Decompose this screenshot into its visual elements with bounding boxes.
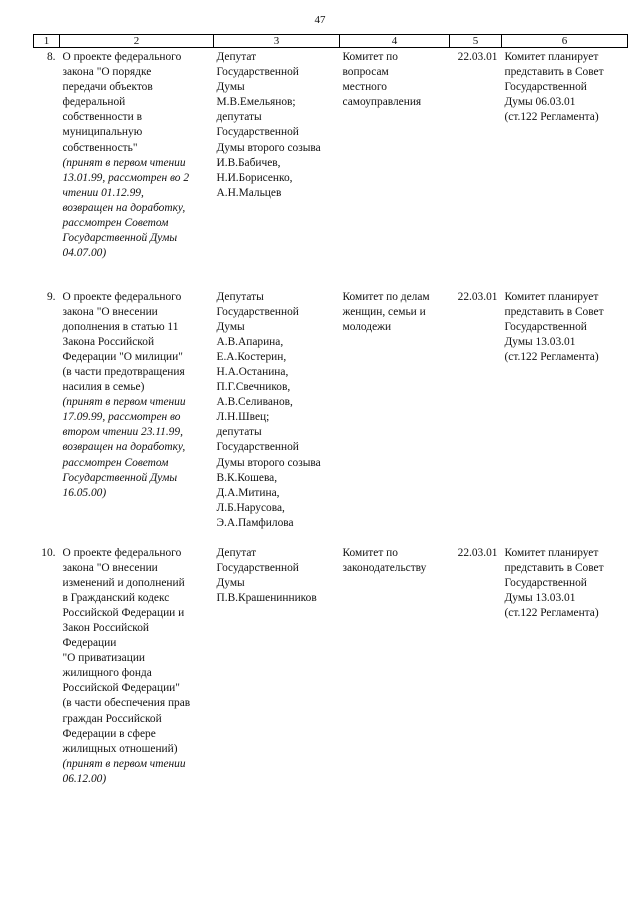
note-line: Думы 13.03.01 xyxy=(504,591,576,604)
author-line: Л.Б.Нарусова, xyxy=(216,501,285,514)
bill-title-line: Российской Федерации" xyxy=(62,682,180,695)
committee-cell xyxy=(340,48,450,288)
committee-line: Комитет по делам xyxy=(342,290,430,303)
row-number: 10. xyxy=(41,546,56,559)
bill-status-line: возвращен на доработку, xyxy=(62,441,186,454)
bill-title-line: О проекте федерального xyxy=(62,546,182,559)
committee-line: самоуправления xyxy=(342,96,422,109)
note-line: Комитет планирует xyxy=(504,51,599,63)
author-line: Думы второго созыва xyxy=(216,456,321,469)
author-line: М.В.Емельянов; xyxy=(216,96,296,109)
bill-title-line: дополнения в статью 11 xyxy=(62,320,179,333)
table-row xyxy=(34,48,628,288)
table-row xyxy=(34,544,628,874)
author-line: Думы второго созыва xyxy=(216,141,321,154)
author-line: П.В.Крашенинников xyxy=(216,591,317,604)
committee-line: Комитет по xyxy=(342,546,398,559)
committee-line: вопросам xyxy=(342,66,389,79)
note-line: Государственной xyxy=(504,576,587,589)
bill-status-line: (принят в первом чтении xyxy=(62,396,186,409)
bill-title-line: Федерации "О милиции" xyxy=(62,350,183,363)
column-header: 6 xyxy=(502,35,628,48)
note-cell xyxy=(502,288,628,544)
author-line: А.В.Апарина, xyxy=(216,335,284,348)
note-line: Комитет планирует xyxy=(504,290,599,303)
bill-title-line: муниципальную xyxy=(62,126,143,139)
bill-title-line: Закона Российской xyxy=(62,335,155,348)
bill-status-line: 16.05.00) xyxy=(62,486,107,499)
bill-title-line: Федерации xyxy=(62,637,117,650)
bill-status-line: (принят в первом чтении xyxy=(62,757,186,770)
author-line: А.В.Селиванов, xyxy=(216,396,293,409)
bill-title-cell xyxy=(60,48,214,288)
bill-status-line: возвращен на доработку, xyxy=(62,201,186,214)
bill-title-line: собственность" xyxy=(62,141,138,154)
bills-table xyxy=(33,34,628,874)
date-cell: 22.03.01 xyxy=(457,290,498,303)
bill-title-line: (в части обеспечения прав xyxy=(62,697,191,710)
author-line: Депутат xyxy=(216,546,257,559)
bill-title-line: Закон Российской xyxy=(62,621,149,634)
note-line: представить в Совет xyxy=(504,66,604,79)
bill-title-line: жилищного фонда xyxy=(62,667,152,680)
date-cell: 22.03.01 xyxy=(457,546,498,559)
bill-status-line: 13.01.99, рассмотрен во 2 xyxy=(62,171,190,184)
note-cell xyxy=(502,544,628,874)
note-line: Комитет планирует xyxy=(504,546,599,559)
committee-line: законодательству xyxy=(342,561,427,574)
committee-line: местного xyxy=(342,81,387,94)
committee-line: женщин, семьи и xyxy=(342,305,426,318)
author-line: депутаты xyxy=(216,426,262,439)
note-line: (ст.122 Регламента) xyxy=(504,606,599,619)
bill-title-line: передачи объектов xyxy=(62,81,153,94)
table-row xyxy=(34,288,628,544)
bill-title-line: (в части предотвращения xyxy=(62,365,185,378)
note-line: Думы 13.03.01 xyxy=(504,335,576,348)
column-header: 4 xyxy=(340,35,450,48)
bill-title-line: О проекте федерального xyxy=(62,51,182,63)
author-line: депутаты xyxy=(216,111,262,124)
author-line: Н.И.Борисенко, xyxy=(216,171,293,184)
bill-status-line: чтении 01.12.99, xyxy=(62,186,144,199)
author-line: Депутат xyxy=(216,51,257,63)
author-line: Д.А.Митина, xyxy=(216,486,280,499)
author-line: П.Г.Свечников, xyxy=(216,381,291,394)
note-line: Думы 06.03.01 xyxy=(504,96,576,109)
bill-status-line: втором чтении 23.11.99, xyxy=(62,426,183,439)
note-cell xyxy=(502,48,628,288)
bill-status-line: (принят в первом чтении xyxy=(62,156,186,169)
note-line: представить в Совет xyxy=(504,561,604,574)
column-header: 1 xyxy=(34,35,60,48)
bill-title-line: жилищных отношений) xyxy=(62,742,178,755)
author-line: Государственной xyxy=(216,561,299,574)
author-line: Государственной xyxy=(216,126,299,139)
author-line: Думы xyxy=(216,320,245,333)
bill-status-line: Государственной Думы xyxy=(62,232,178,245)
bill-title-line: О проекте федерального xyxy=(62,290,182,303)
bill-title-line: граждан Российской xyxy=(62,712,162,725)
bill-title-line: Российской Федерации и xyxy=(62,606,185,619)
bill-title-cell xyxy=(60,544,214,874)
bill-status-line: рассмотрен Советом xyxy=(62,217,169,230)
note-line: Государственной xyxy=(504,81,587,94)
author-line: Думы xyxy=(216,81,245,94)
authors-cell xyxy=(214,544,340,874)
note-line: представить в Совет xyxy=(504,305,604,318)
bill-title-line: закона "О внесении xyxy=(62,561,158,574)
column-header: 3 xyxy=(214,35,340,48)
author-line: Н.А.Останина, xyxy=(216,365,289,378)
column-header: 5 xyxy=(450,35,502,48)
author-line: Л.Н.Швец; xyxy=(216,411,270,424)
bill-title-line: в Гражданский кодекс xyxy=(62,591,170,604)
committee-cell xyxy=(340,288,450,544)
note-line: (ст.122 Регламента) xyxy=(504,350,599,363)
bill-title-line: "О приватизации xyxy=(62,652,146,665)
bill-status-line: 06.12.00) xyxy=(62,772,107,785)
author-line: В.К.Кошева, xyxy=(216,471,278,484)
bill-title-line: насилия в семье) xyxy=(62,381,145,394)
author-line: Думы xyxy=(216,576,245,589)
committee-cell xyxy=(340,544,450,874)
bill-title-line: изменений и дополнений xyxy=(62,576,185,589)
bill-title-line: федеральной xyxy=(62,96,126,109)
bill-title-line: закона "О порядке xyxy=(62,66,152,79)
authors-cell xyxy=(214,48,340,288)
committee-line: молодежи xyxy=(342,320,392,333)
note-line: (ст.122 Регламента) xyxy=(504,111,599,124)
author-line: Государственной xyxy=(216,441,299,454)
note-line: Государственной xyxy=(504,320,587,333)
bill-title-line: закона "О внесении xyxy=(62,305,158,318)
author-line: Э.А.Памфилова xyxy=(216,516,294,529)
author-line: Государственной xyxy=(216,66,299,79)
bill-status-line: Государственной Думы xyxy=(62,471,178,484)
bill-title-line: собственности в xyxy=(62,111,142,124)
author-line: И.В.Бабичев, xyxy=(216,156,281,169)
page-number: 47 xyxy=(314,14,326,26)
row-number: 9. xyxy=(46,290,56,303)
committee-line: Комитет по xyxy=(342,51,398,63)
header-row xyxy=(34,35,628,48)
bill-title-cell xyxy=(60,288,214,544)
author-line: Депутаты xyxy=(216,290,264,303)
authors-cell xyxy=(214,288,340,544)
row-number: 8. xyxy=(46,51,56,63)
bill-title-line: Федерации в сфере xyxy=(62,727,156,740)
date-cell: 22.03.01 xyxy=(457,51,498,63)
bill-status-line: 04.07.00) xyxy=(62,247,107,260)
author-line: Е.А.Костерин, xyxy=(216,350,287,363)
author-line: А.Н.Мальцев xyxy=(216,186,282,199)
bill-status-line: рассмотрен Советом xyxy=(62,456,169,469)
bill-status-line: 17.09.99, рассмотрен во xyxy=(62,411,181,424)
author-line: Государственной xyxy=(216,305,299,318)
column-header: 2 xyxy=(60,35,214,48)
